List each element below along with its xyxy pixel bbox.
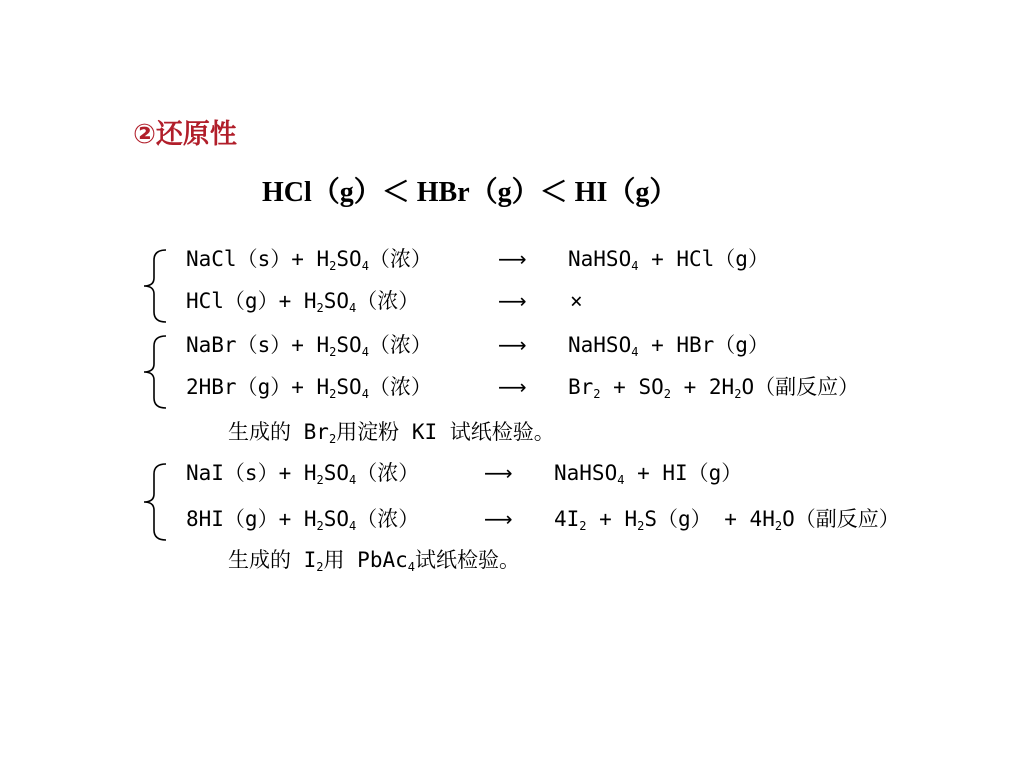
reaction-arrow-icon: ⟶ [484, 461, 513, 485]
equation-rhs: $Br_2 + SO_2 + 2H_2O$（副反应） [568, 375, 860, 401]
reaction-arrow-icon: ⟶ [498, 375, 527, 399]
left-brace-icon [140, 462, 170, 542]
equation-rhs: NaHSO$_4$ + HBr（g） [568, 333, 769, 359]
equation-lhs: $NaI(s)+ H_2SO_4$（浓） [186, 461, 420, 487]
no-reaction-mark: × [570, 289, 583, 313]
equation-rhs: NaHSO$_4$ + HCl（g） [568, 247, 769, 273]
equation-lhs: $2HBr(g)+ H_2SO_4$（浓） [186, 375, 432, 401]
reaction-arrow-icon: ⟶ [498, 289, 527, 313]
section-heading: ②还原性 [133, 119, 237, 150]
note-i2-test: 生成的 $I_2$用 PbAc$_4$试纸检验。 [228, 548, 520, 574]
left-brace-icon [140, 248, 170, 324]
reaction-arrow-icon: ⟶ [498, 247, 527, 271]
note-br2-test: 生成的 $Br_2$用淀粉 KI 试纸检验。 [228, 420, 555, 446]
equation-rhs: NaHSO$_4$ + HI（g） [554, 461, 743, 487]
equation-lhs: NaBr（s）+ $H_2SO_4$（浓） [186, 333, 432, 359]
equation-lhs: $HCl(g)+ H_2SO_4$（浓） [186, 289, 420, 315]
reaction-arrow-icon: ⟶ [498, 333, 527, 357]
reaction-arrow-icon: ⟶ [484, 507, 513, 531]
equation-lhs: NaCl（s）+ $H_2SO_4$（浓） [186, 247, 432, 273]
left-brace-icon [140, 334, 170, 410]
reducibility-order: HCl（g）＜ HBr（g）＜ HI（g） [262, 177, 678, 208]
equation-rhs: $4I_2 + H_2S(g) + 4H_2O$（副反应） [554, 507, 900, 533]
equation-lhs: $8HI(g)+ H_2SO_4$（浓） [186, 507, 420, 533]
